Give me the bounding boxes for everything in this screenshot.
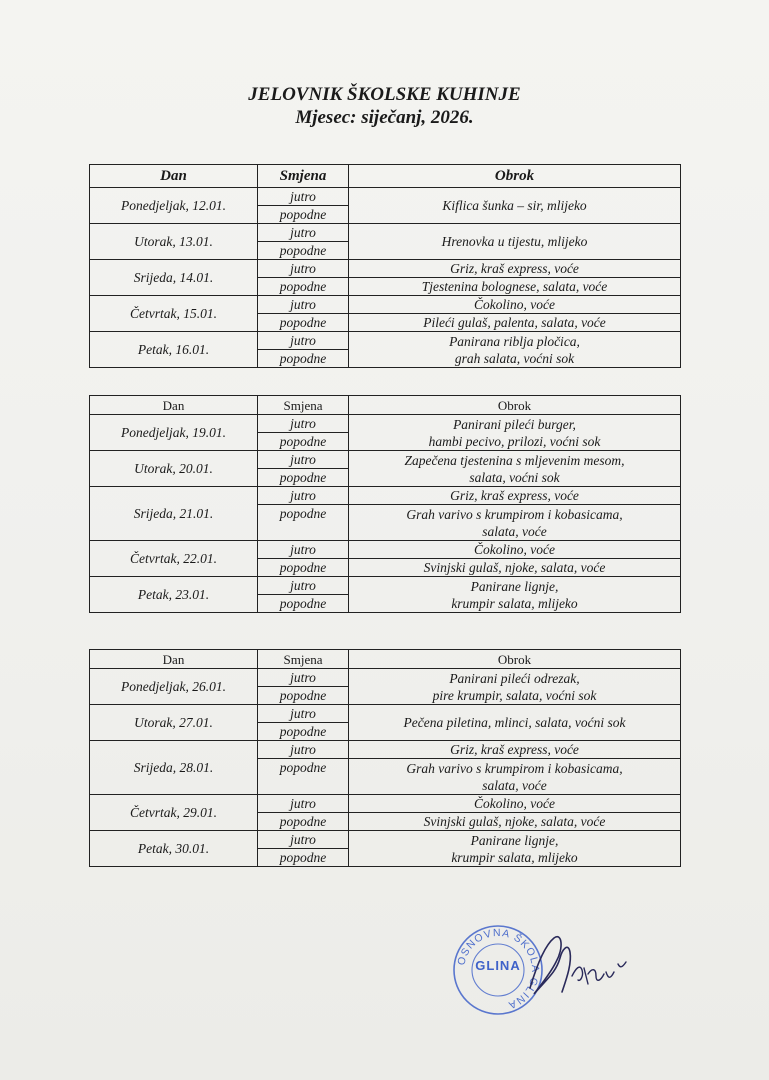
table-row [90,705,681,723]
meal-cell: Hrenovka u tijestu, mlijeko [349,224,681,260]
menu-table-week-3 [89,649,681,867]
meal-line: Grah varivo s krumpirom i kobasicama, [406,760,623,776]
shift-afternoon: popodne [258,206,349,224]
table-row [90,224,681,242]
table-row [90,332,681,350]
shift-afternoon: popodne [258,314,349,332]
menu-table-week-2 [89,395,681,613]
shift-morning: jutro [258,577,349,595]
meal-afternoon: Svinjski gulaš, njoke, salata, voće [349,559,681,577]
meal-line: salata, voće [482,523,547,539]
meal-morning: Čokolino, voće [349,795,681,813]
shift-afternoon: popodne [258,433,349,451]
shift-morning: jutro [258,741,349,759]
meal-morning: Griz, kraš express, voće [349,487,681,505]
document-title: JELOVNIK ŠKOLSKE KUHINJE [248,84,521,105]
table-row [90,741,681,759]
table-row [90,669,681,687]
meal-line: krumpir salata, mlijeko [451,849,578,865]
day-cell: Utorak, 27.01. [90,705,258,741]
shift-afternoon: popodne [258,559,349,577]
table-header-row [90,396,681,415]
header-meal: Obrok [349,396,681,415]
header-meal: Obrok [349,165,681,188]
table-row [90,577,681,595]
shift-afternoon: popodne [258,350,349,368]
meal-line: Panirane lignje, [470,578,559,594]
menu-table-week-1 [89,164,681,368]
meal-line: krumpir salata, mlijeko [451,595,578,611]
meal-line: Panirane lignje, [470,832,559,848]
stamp-and-signature [452,922,642,1022]
day-cell: Petak, 16.01. [90,332,258,368]
meal-cell: Kiflica šunka – sir, mlijeko [349,188,681,224]
meal-line: salata, voće [482,777,547,793]
shift-afternoon: popodne [258,595,349,613]
shift-afternoon: popodne [258,723,349,741]
stamp-center-text: GLINA [475,958,521,973]
shift-morning: jutro [258,332,349,350]
shift-afternoon: popodne [258,687,349,705]
day-cell: Srijeda, 28.01. [90,741,258,795]
meal-line: Grah varivo s krumpirom i kobasicama, [406,506,623,522]
document-subtitle: Mjesec: siječanj, 2026. [295,107,474,128]
shift-morning: jutro [258,415,349,433]
day-cell: Ponedjeljak, 12.01. [90,188,258,224]
shift-afternoon: popodne [258,469,349,487]
shift-afternoon: popodne [258,813,349,831]
meal-morning: Griz, kraš express, voće [349,741,681,759]
meal-morning: Čokolino, voće [349,541,681,559]
table-row [90,831,681,849]
meal-cell [349,831,681,867]
day-cell: Srijeda, 14.01. [90,260,258,296]
day-cell: Ponedjeljak, 19.01. [90,415,258,451]
header-day: Dan [90,396,258,415]
table-row [90,541,681,559]
day-cell: Utorak, 20.01. [90,451,258,487]
meal-line: pire krumpir, salata, voćni sok [432,687,597,703]
table-row [90,795,681,813]
meal-line: Panirani pileći odrezak, [449,670,580,686]
day-cell: Četvrtak, 29.01. [90,795,258,831]
shift-morning: jutro [258,451,349,469]
shift-morning: jutro [258,705,349,723]
meal-afternoon [349,759,681,795]
day-cell: Ponedjeljak, 26.01. [90,669,258,705]
table-row [90,296,681,314]
shift-morning: jutro [258,795,349,813]
shift-morning: jutro [258,669,349,687]
meal-line: Panirana riblja pločica, [449,333,580,349]
svg-text:OSNOVNA ŠKOLA GLINA: OSNOVNA ŠKOLA GLINA [455,926,542,1012]
day-cell: Petak, 23.01. [90,577,258,613]
shift-afternoon: popodne [258,849,349,867]
day-cell: Srijeda, 21.01. [90,487,258,541]
table-row [90,415,681,433]
shift-afternoon: popodne [258,759,349,795]
shift-morning: jutro [258,831,349,849]
header-shift: Smjena [258,165,349,188]
meal-morning: Griz, kraš express, voće [349,260,681,278]
meal-cell [349,451,681,487]
shift-morning: jutro [258,260,349,278]
meal-cell [349,415,681,451]
meal-morning: Čokolino, voće [349,296,681,314]
table-row [90,451,681,469]
meal-cell [349,332,681,368]
header-shift: Smjena [258,650,349,669]
table-row [90,188,681,206]
header-day: Dan [90,650,258,669]
table-header-row [90,650,681,669]
table-header-row [90,165,681,188]
header-day: Dan [90,165,258,188]
shift-afternoon: popodne [258,505,349,541]
table-row [90,260,681,278]
meal-line: grah salata, voćni sok [454,350,575,366]
header-shift: Smjena [258,396,349,415]
meal-afternoon: Tjestenina bolognese, salata, voće [349,278,681,296]
day-cell: Četvrtak, 22.01. [90,541,258,577]
shift-morning: jutro [258,296,349,314]
shift-afternoon: popodne [258,278,349,296]
meal-line: Zapečena tjestenina s mljevenim mesom, [404,452,625,468]
shift-morning: jutro [258,188,349,206]
shift-afternoon: popodne [258,242,349,260]
meal-afternoon: Svinjski gulaš, njoke, salata, voće [349,813,681,831]
day-cell: Petak, 30.01. [90,831,258,867]
shift-morning: jutro [258,487,349,505]
meal-line: hambi pecivo, prilozi, voćni sok [428,433,601,449]
meal-cell [349,669,681,705]
meal-cell: Pečena piletina, mlinci, salata, voćni sok [349,705,681,741]
meal-afternoon [349,505,681,541]
table-row [90,487,681,505]
shift-morning: jutro [258,541,349,559]
meal-afternoon: Pileći gulaš, palenta, salata, voće [349,314,681,332]
meal-cell [349,577,681,613]
signature [514,928,644,1008]
day-cell: Četvrtak, 15.01. [90,296,258,332]
header-meal: Obrok [349,650,681,669]
meal-line: Panirani pileći burger, [453,416,576,432]
shift-morning: jutro [258,224,349,242]
day-cell: Utorak, 13.01. [90,224,258,260]
meal-line: salata, voćni sok [469,469,560,485]
